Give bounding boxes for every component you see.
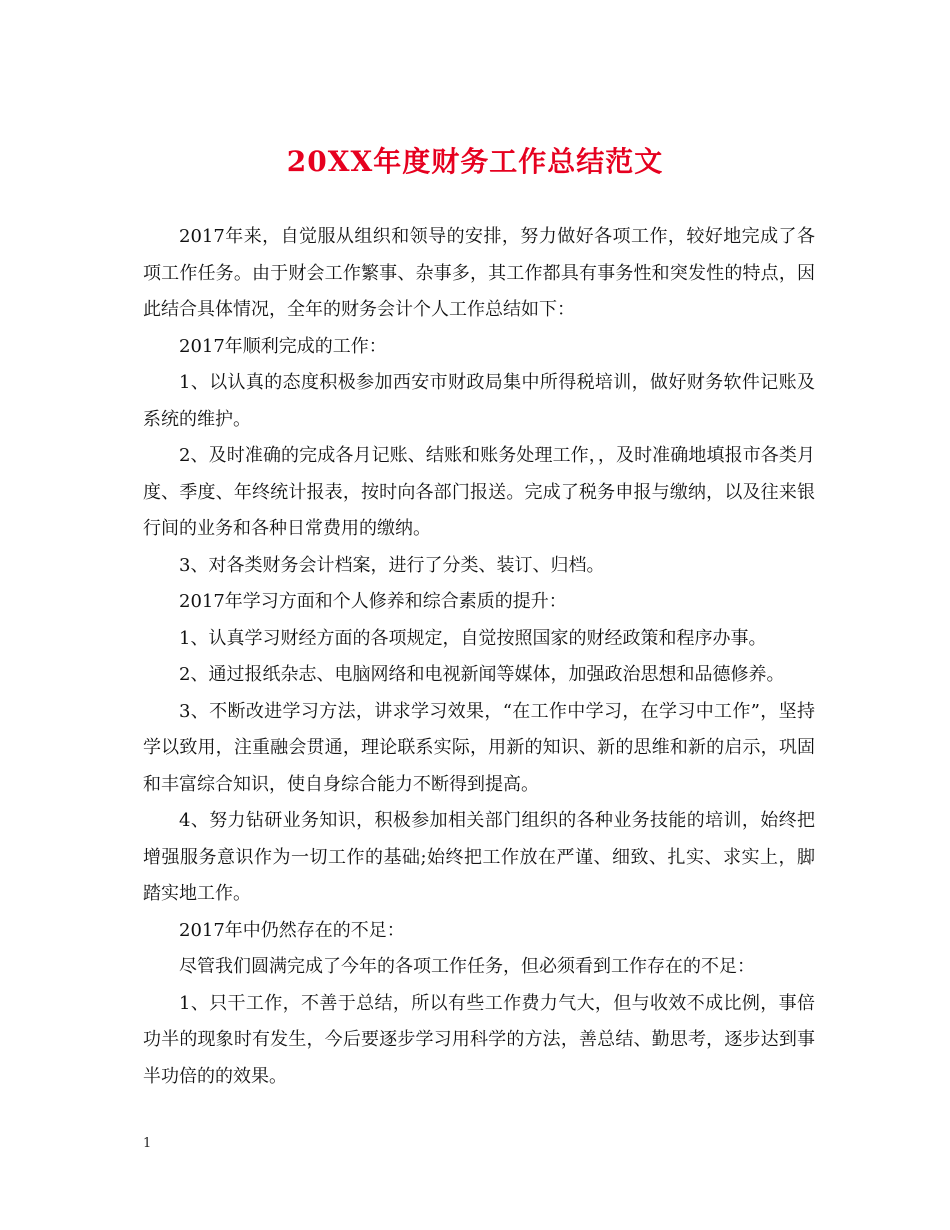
paragraph: 2017年来，自觉服从组织和领导的安排，努力做好各项工作，较好地完成了各项工作任务。由于财会工作繁事、杂事多，其工作都具有事务性和突发性的特点，因此结合具体情况，全年的财务会计个人工作总结如下：: [143, 226, 815, 320]
section-heading: 2017年学习方面和个人修养和综合素质的提升：: [179, 591, 567, 612]
section-heading: 2017年顺利完成的工作：: [179, 335, 387, 357]
section-heading: 2017年中仍然存在的不足：: [179, 919, 405, 941]
paragraph: 1、认真学习财经方面的各项规定，自觉按照国家的财经政策和程序办事。: [179, 627, 767, 649]
paragraph: 2、通过报纸杂志、电脑网络和电视新闻等媒体，加强政治思想和品德修养。: [179, 664, 785, 685]
paragraph: 3、不断改进学习方法，讲求学习效果，“在工作中学习，在学习中工作”，坚持学以致用，注重融会贯通，理论联系实际，用新的知识、新的思维和新的启示，巩固和丰富综合知识，使自身综合能力不断得到提高。: [143, 700, 815, 795]
paragraph: 3、对各类财务会计档案，进行了分类、装订、归档。: [179, 554, 605, 576]
document-title: 20XX年度财务工作总结范文: [286, 145, 664, 178]
document-body: [143, 219, 815, 1095]
paragraph: 1、只干工作，不善于总结，所以有些工作费力气大，但与收效不成比例，事倍功半的现象时有发生，今后要逐步学习用科学的方法，善总结、勤思考，逐步达到事半功倍的的效果。: [143, 992, 815, 1087]
paragraph: 2、及时准确的完成各月记账、结账和账务处理工作，，及时准确地填报市各类月度、季度、年终统计报表，按时向各部门报送。完成了税务申报与缴纳，以及往来银行间的业务和各种日常费用的缴纳。: [143, 445, 815, 539]
paragraph: 1、以认真的态度积极参加西安市财政局集中所得税培训，做好财务软件记账及系统的维护。: [143, 372, 815, 430]
paragraph: 4、努力钻研业务知识，积极参加相关部门组织的各种业务技能的培训，始终把增强服务意识作为一切工作的基础;始终把工作放在严谨、细致、扎实、求实上，脚踏实地工作。: [143, 810, 815, 904]
paragraph: 尽管我们圆满完成了今年的各项工作任务，但必须看到工作存在的不足：: [179, 956, 755, 977]
page-number: 1: [143, 1136, 152, 1151]
